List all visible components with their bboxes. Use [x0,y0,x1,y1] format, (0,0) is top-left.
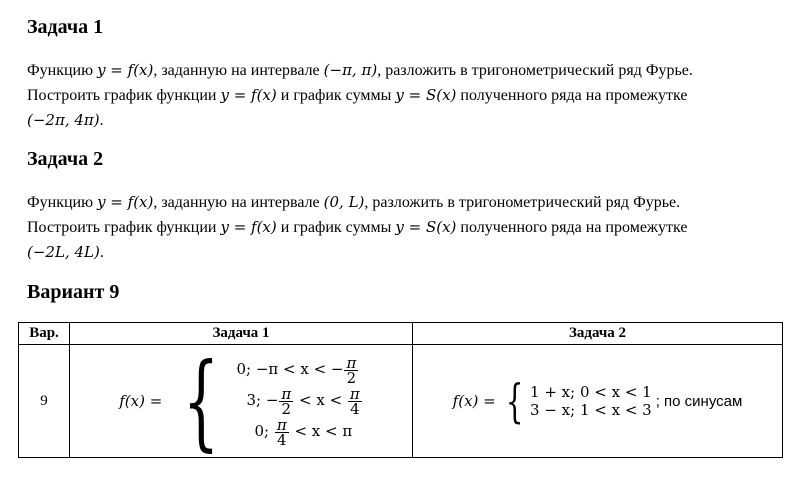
math-y-s-x: y = S(x) [395,86,457,104]
case-3: 0; $\frac{\pi}{4}$ < x < π [254,415,353,449]
variant-heading: Вариант 9 [27,281,120,303]
task2-text: Функцию y = f(x), заданную на интервале (0, L), разложить в тригонометрический ряд Фурье. Построить график функции y = f(x) и график суммы y = S(x) полученного ряда на промежутке (−2L, 4L). [27,193,688,261]
piecewise-formula-task2: f(x) = { 1 + x; 0 < x < 1 3 − x; 1 < x < 3 ; по синусам [452,374,743,428]
case-1: 1 + x; 0 < x < 1 [530,383,652,401]
left-brace: { [505,374,524,428]
table-row [19,345,783,458]
cell-task1-formula [70,340,413,462]
cases-task1 [236,353,362,449]
header-task2: Задача 2 [413,323,783,345]
cases-task2 [530,383,652,419]
math-y-f-x: y = f(x) [97,61,154,79]
task1-text: Функцию y = f(x), заданную на интервале (−π, π), разложить в тригонометрический ряд Фурье. Построить график функции y = f(x) и график суммы y = S(x) полученного ряда на промежутке (−2π, 4π). [27,61,693,129]
task1-heading: Задача 1 [27,16,104,38]
header-variant: Вар. [19,323,70,345]
header-task1: Задача 1 [70,323,413,345]
cell-task2-formula [413,345,783,458]
piecewise-formula-task1: f(x) = { 0; −π < x < − $\frac{\pi}{2}$ 3; − $\frac{\pi}{2}$ < x < $\frac{\pi}{4}$ 0; $\frac{\pi}{4}$ < x < π [119,349,363,453]
case-1: 0; −π < x < − $\frac{\pi}{2}$ [236,353,357,387]
task2-heading: Задача 2 [27,148,104,170]
sine-series-note: ; по синусам [655,392,743,410]
left-brace: { [183,340,220,462]
case-2: 3; − $\frac{\pi}{2}$ < x < $\frac{\pi}{4}$ [246,384,360,418]
math-range: (−2L, 4L) [27,243,100,261]
variants-table [18,322,783,462]
table-header-row [19,323,783,345]
math-interval: (−π, π) [323,61,378,79]
cell-variant-number: 9 [19,345,70,458]
math-range: (−2π, 4π) [27,111,100,129]
math-interval: (0, L) [323,193,365,211]
case-2: 3 − x; 1 < x < 3 [530,401,652,419]
